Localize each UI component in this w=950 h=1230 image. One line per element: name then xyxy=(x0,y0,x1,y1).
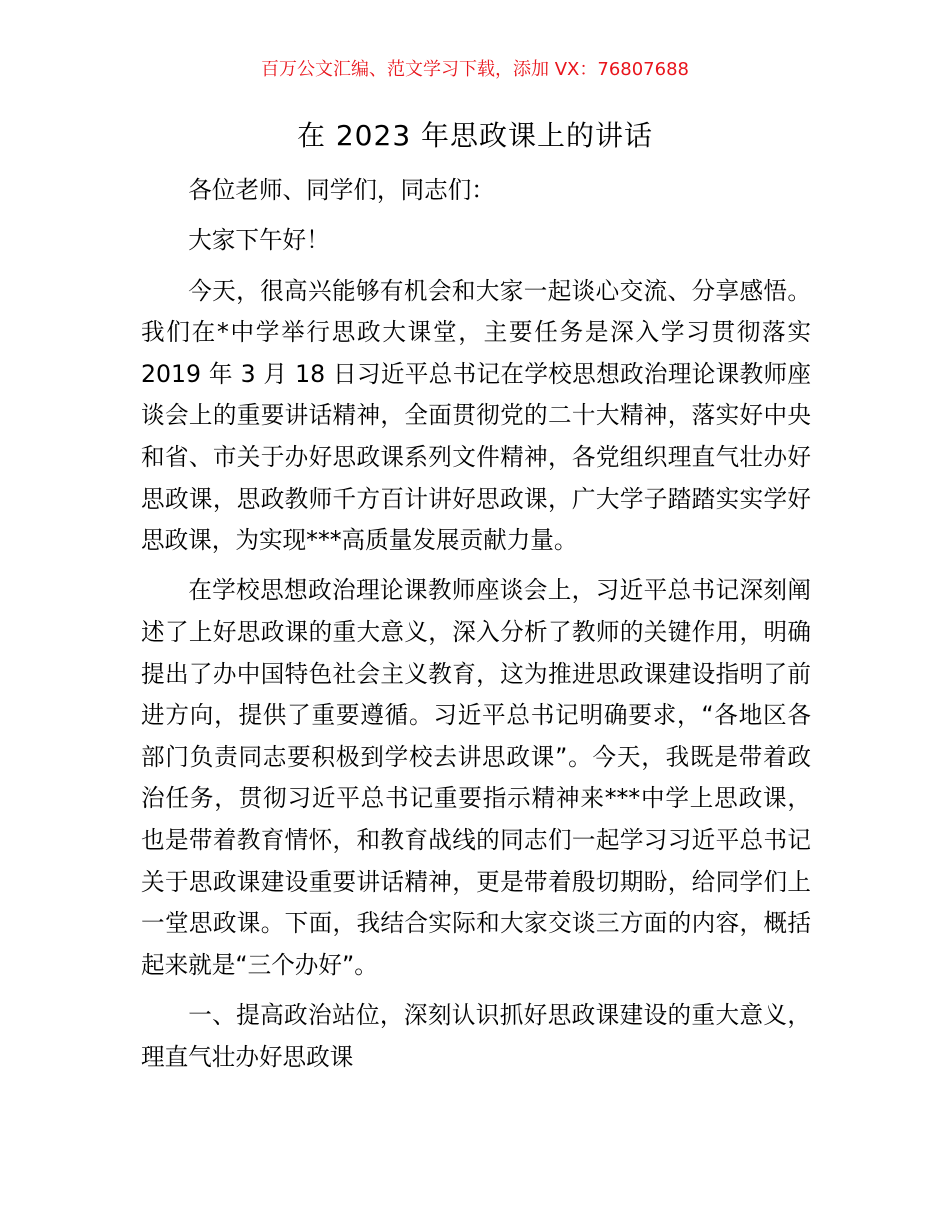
paragraph-significance: 在学校思想政治理论课教师座谈会上，习近平总书记深刻阐述了上好思政课的重大意义，深入分析了教师的关键作用，明确提出了办中国特色社会主义教育，这为推进思政课建设指明了前进方向，提供了重要遵循。习近平总书记明确要求，“各地区各部门负责同志要积极到学校去讲思政课”。今天，我既是带着政治任务，贯彻习近平总书记重要指示精神来***中学上思政课，也是带着教育情怀，和教育战线的同志们一起学习习近平总书记关于思政课建设重要讲话精神，更是带着殷切期盼，给同学们上一堂思政课。下面，我结合实际和大家交谈三方面的内容，概括起来就是“三个办好”。 xyxy=(141,576,811,979)
greeting: 大家下午好！ xyxy=(188,226,330,255)
document-body xyxy=(141,170,811,1087)
section-heading-1: 一、提高政治站位，深刻认识抓好思政课建设的重大意义，理直气壮办好思政课 xyxy=(141,1001,811,1071)
paragraph-intro: 今天，很高兴能够有机会和大家一起谈心交流、分享感悟。我们在*中学举行思政大课堂，主要任务是深入学习贯彻落实 2019 年 3 月 18 日习近平总书记在学校思想政治理论课教师座谈会上的重要讲话精神，全面贯彻党的二十大精神，落实好中央和省、市关于办好思政课系列文件精神，各党组织理直气壮办好思政课，思政教师千方百计讲好思政课，广大学子踏踏实实学好思政课，为实现***高质量发展贡献力量。 xyxy=(141,276,811,555)
watermark-banner: 百万公文汇编、范文学习下载，添加 VX：76807688 xyxy=(261,59,689,80)
salutation: 各位老师、同学们，同志们： xyxy=(188,176,495,204)
document-title: 在 2023 年思政课上的讲话 xyxy=(296,119,654,152)
